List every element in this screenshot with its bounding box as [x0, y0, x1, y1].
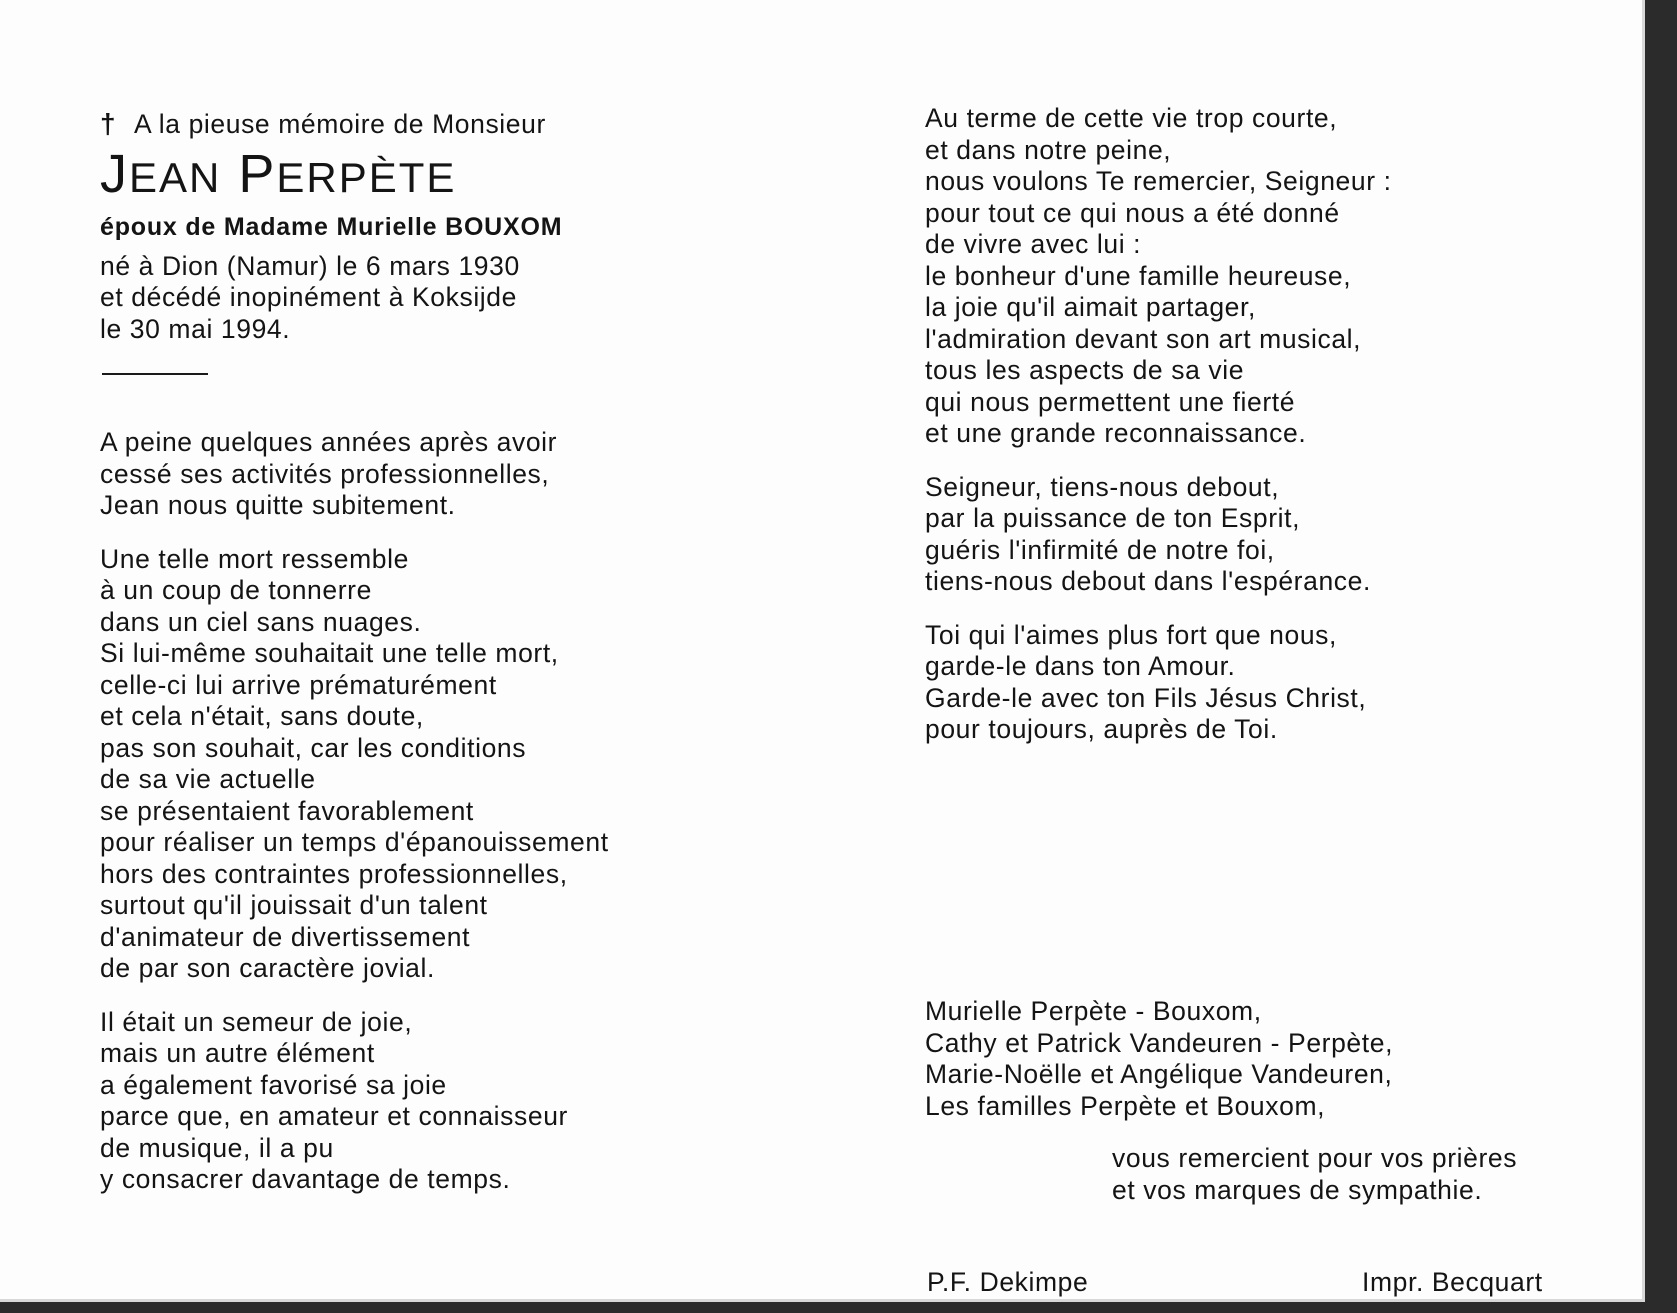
first-name-rest: EAN: [129, 153, 222, 201]
text-line: Garde-le avec ton Fils Jésus Christ,: [925, 682, 1367, 713]
text-line: guéris l'infirmité de notre foi,: [925, 534, 1275, 565]
text-line: Toi qui l'aimes plus fort que nous,: [925, 619, 1337, 650]
text-line: celle-ci lui arrive prématurément: [100, 669, 497, 700]
text-line: de musique, il a pu: [100, 1132, 334, 1163]
text-line: pour réaliser un temps d'épanouissement: [100, 827, 609, 857]
first-name-initial: J: [100, 143, 129, 204]
text-line: qui nous permettent une fierté: [925, 386, 1296, 417]
birth-death-line: le 30 mai 1994.: [100, 313, 291, 344]
right-column: [925, 103, 1605, 768]
text-line: le bonheur d'une famille heureuse,: [925, 260, 1352, 291]
text-line: et dans notre peine,: [925, 134, 1172, 165]
text-line: pas son souhait, car les conditions: [100, 732, 527, 763]
text-line: se présentaient favorablement: [100, 795, 474, 826]
thanks-line: et vos marques de sympathie.: [1112, 1174, 1483, 1205]
birth-death-line: et décédé inopinément à Koksijde: [100, 282, 517, 312]
spouse-line: époux de Madame Murielle BOUXOM: [100, 212, 563, 241]
memorial-line: [100, 108, 820, 141]
text-line: tous les aspects de sa vie: [925, 355, 1245, 385]
memorial-text: A la pieuse mémoire de Monsieur: [134, 109, 546, 139]
prayer-paragraph-3: [925, 620, 1605, 746]
text-line: de vivre avec lui :: [925, 229, 1142, 259]
text-line: a également favorisé sa joie: [100, 1069, 447, 1100]
text-line: Il était un semeur de joie,: [100, 1006, 413, 1037]
left-column: [100, 108, 820, 1218]
text-line: Si lui-même souhaitait une telle mort,: [100, 638, 559, 668]
last-name-initial: P: [238, 143, 277, 204]
text-line: et une grande reconnaissance.: [925, 418, 1307, 448]
text-line: par la puissance de ton Esprit,: [925, 503, 1301, 533]
thanks-line: vous remercient pour vos prières: [1112, 1143, 1518, 1173]
divider-rule: [102, 373, 208, 375]
text-line: cessé ses activités professionnelles,: [100, 458, 550, 489]
text-line: Une telle mort ressemble: [100, 543, 409, 574]
family-signatures: [925, 996, 1605, 1122]
signature-line: Les familles Perpète et Bouxom,: [925, 1090, 1326, 1121]
text-line: pour tout ce qui nous a été donné: [925, 197, 1340, 228]
text-line: y consacrer davantage de temps.: [100, 1164, 511, 1194]
thanks-block: [1112, 1143, 1632, 1206]
text-line: mais un autre élément: [100, 1038, 375, 1068]
text-line: hors des contraintes professionnelles,: [100, 858, 568, 889]
text-line: nous voulons Te remercier, Seigneur :: [925, 166, 1392, 196]
text-line: surtout qu'il jouissait d'un talent: [100, 890, 488, 920]
prayer-paragraph-2: [925, 472, 1605, 598]
funeral-home: P.F. Dekimpe: [927, 1267, 1089, 1297]
text-line: garde-le dans ton Amour.: [925, 651, 1236, 681]
birth-death-line: né à Dion (Namur) le 6 mars 1930: [100, 250, 520, 281]
left-paragraph-2: [100, 544, 820, 985]
cross-icon: †: [100, 108, 117, 139]
text-line: Seigneur, tiens-nous debout,: [925, 471, 1280, 502]
text-line: l'admiration devant son art musical,: [925, 323, 1362, 354]
printer-credit: Impr. Becquart: [1362, 1267, 1543, 1297]
text-line: et cela n'était, sans doute,: [100, 701, 424, 731]
text-line: pour toujours, auprès de Toi.: [925, 714, 1278, 744]
signature-line: Murielle Perpète - Bouxom,: [925, 996, 1262, 1026]
text-line: Au terme de cette vie trop courte,: [925, 103, 1338, 133]
text-line: de par son caractère jovial.: [100, 953, 435, 983]
signature-line: Cathy et Patrick Vandeuren - Perpète,: [925, 1027, 1394, 1058]
text-line: de sa vie actuelle: [100, 764, 316, 794]
signature-line: Marie-Noëlle et Angélique Vandeuren,: [925, 1059, 1393, 1089]
text-line: dans un ciel sans nuages.: [100, 606, 422, 637]
text-line: d'animateur de divertissement: [100, 921, 471, 952]
prayer-paragraph-1: [925, 103, 1605, 450]
birth-death-block: [100, 251, 820, 346]
left-paragraph-3: [100, 1007, 820, 1196]
text-line: parce que, en amateur et connaisseur: [100, 1101, 568, 1131]
left-paragraph-1: [100, 427, 820, 522]
deceased-name: [100, 143, 820, 209]
scan-edge-bottom: [0, 1302, 1677, 1313]
text-line: tiens-nous debout dans l'espérance.: [925, 566, 1371, 596]
text-line: A peine quelques années après avoir: [100, 427, 558, 457]
last-name-rest: ERPÈTE: [276, 153, 457, 201]
text-line: Jean nous quitte subitement.: [100, 490, 456, 520]
scan-edge-right: [1645, 0, 1677, 1313]
text-line: la joie qu'il aimait partager,: [925, 292, 1256, 322]
text-line: à un coup de tonnerre: [100, 575, 372, 605]
